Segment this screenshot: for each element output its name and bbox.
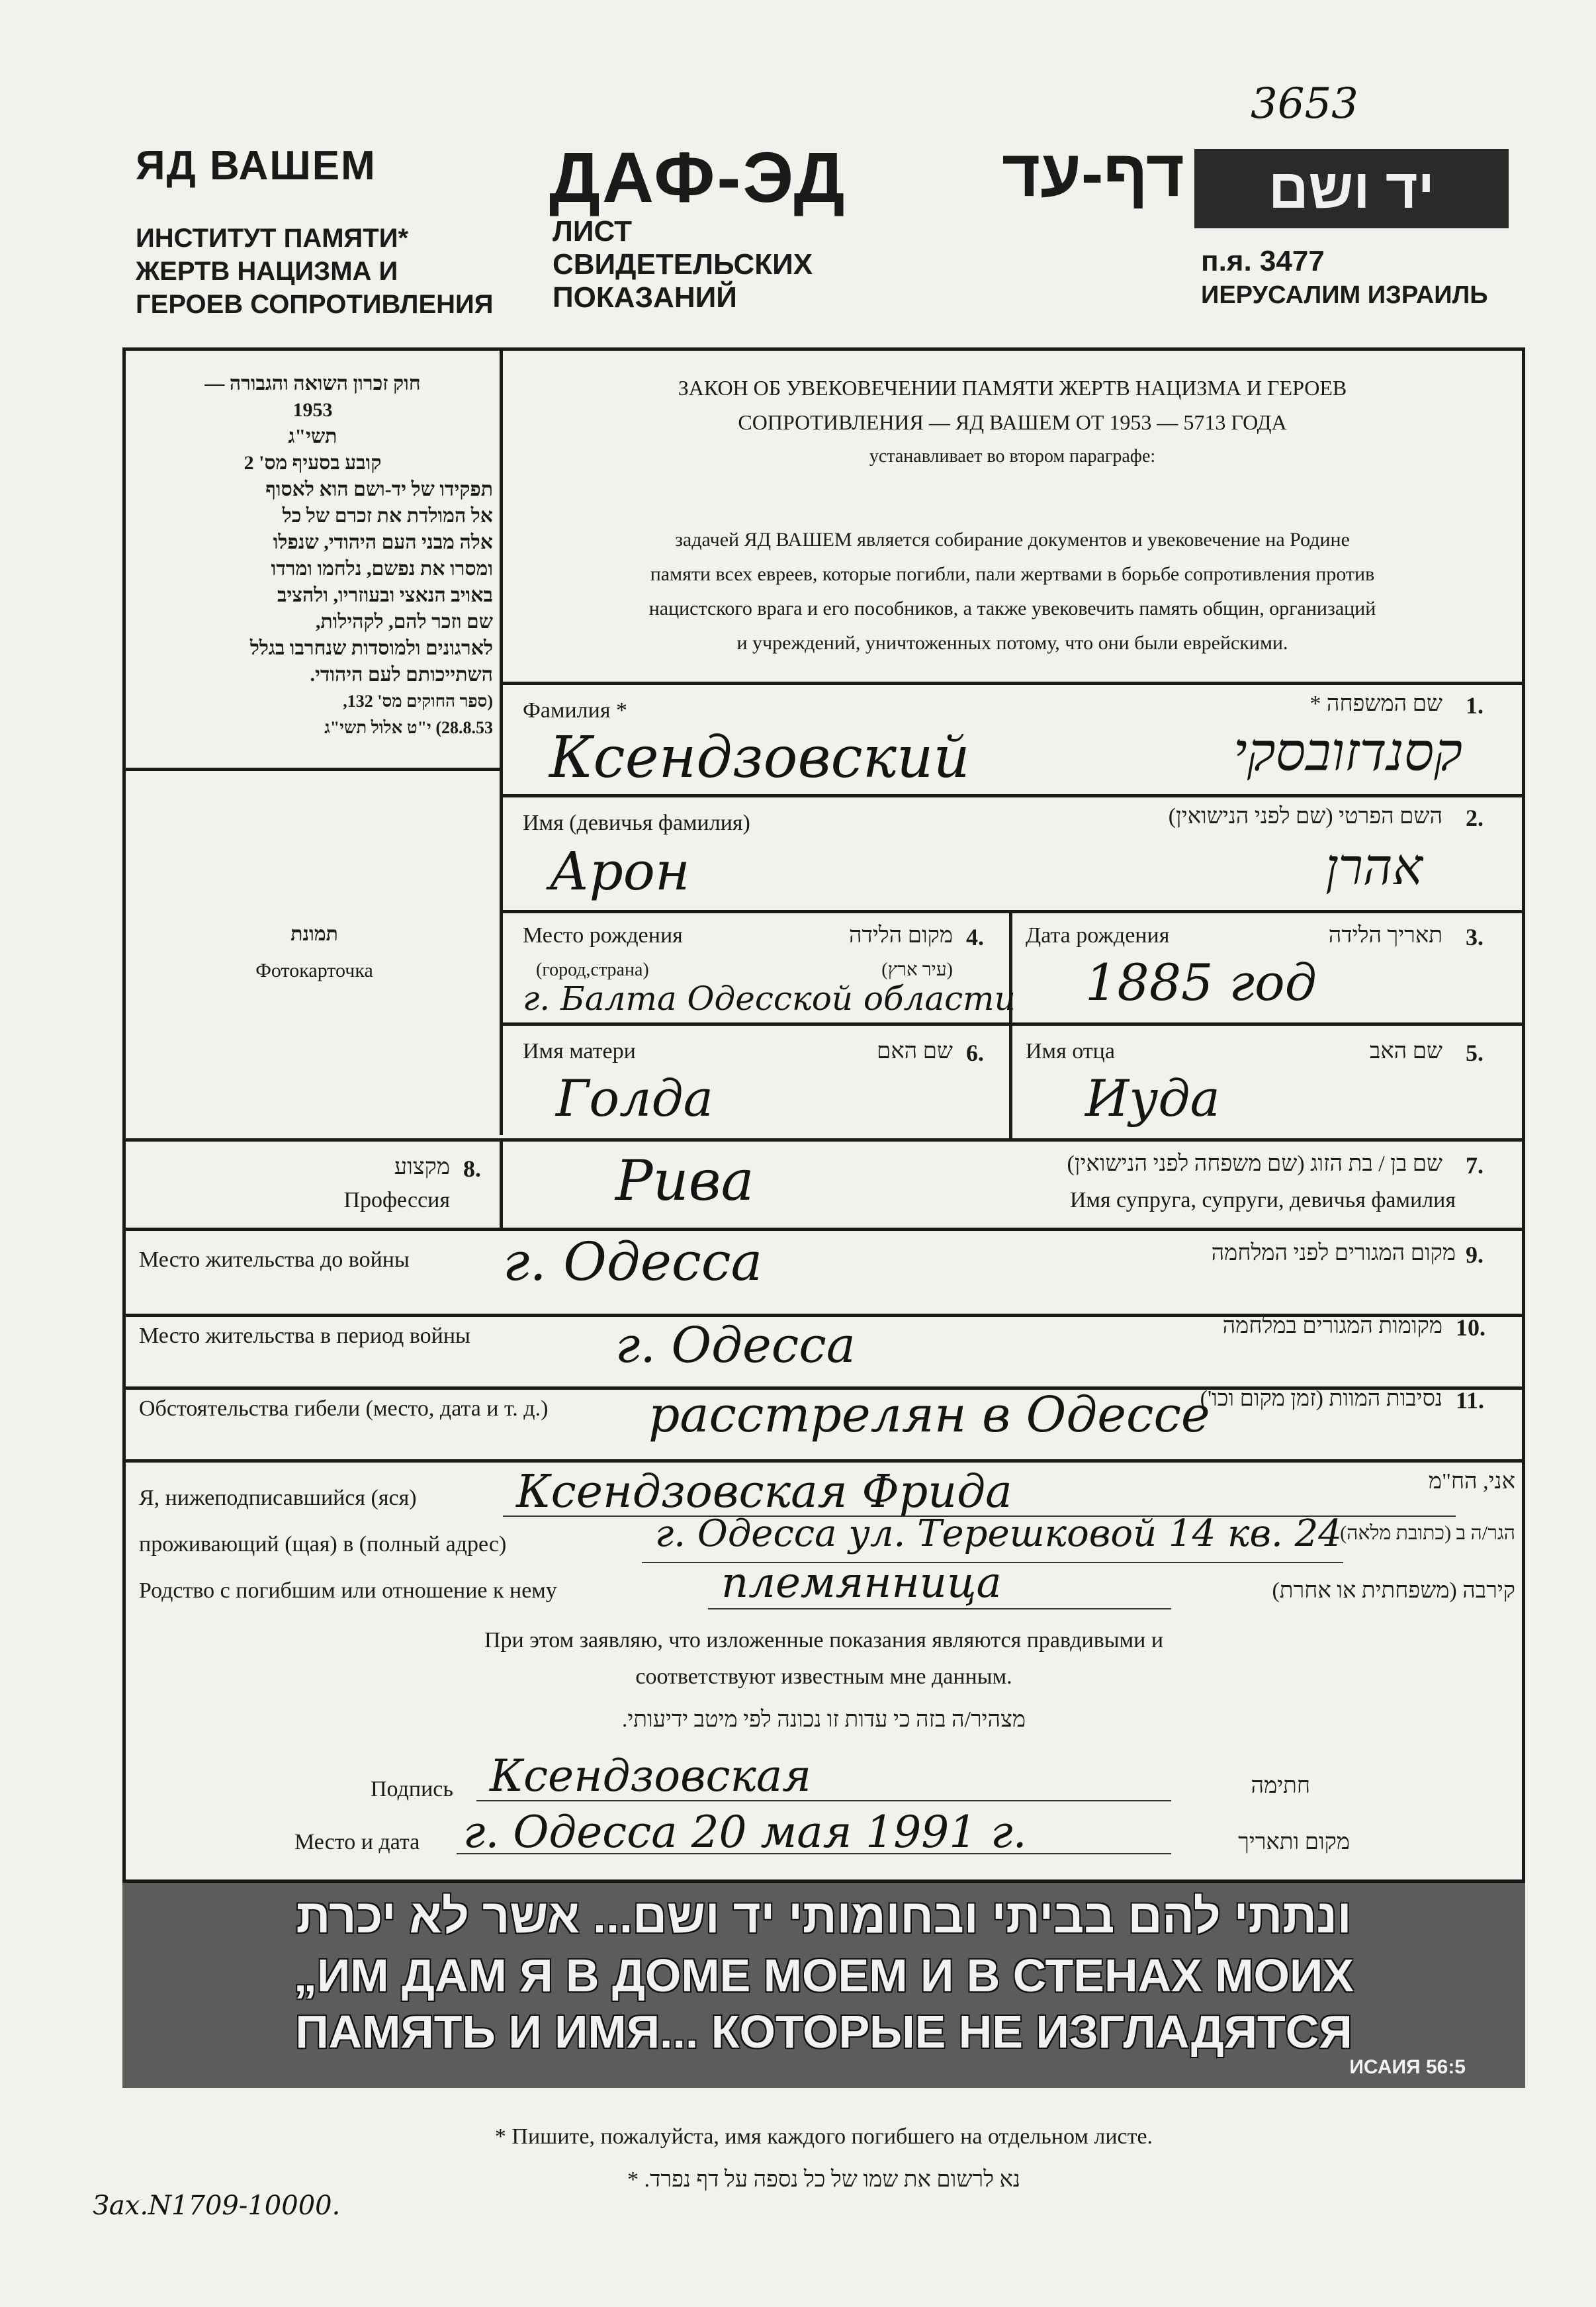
law-intro: устанавливает во втором параграфе: xyxy=(869,446,1156,467)
field-5-label-ru: Имя отца xyxy=(1026,1039,1115,1063)
law-text-ru xyxy=(510,371,1515,474)
rule xyxy=(126,1459,1522,1463)
field-1-value: Ксендзовский xyxy=(549,725,970,791)
field-11-num: 11. xyxy=(1456,1387,1485,1414)
statement-line-2: соответствуют известным мне данным. xyxy=(635,1664,1012,1689)
doc-title: ДАФ-ЭД xyxy=(549,137,847,217)
field-4-label-he: מקום הלידה xyxy=(848,923,953,948)
law-title-line: ЗАКОН ОБ УВЕКОВЕЧЕНИИ ПАМЯТИ ЖЕРТВ НАЦИЗМА И ГЕРОЕВ xyxy=(678,376,1347,400)
signature-underline xyxy=(476,1800,1171,1801)
org-name: ЯД ВАШЕМ xyxy=(136,143,377,189)
field-10-label-he: מקומות המגורים במלחמה xyxy=(1222,1314,1442,1338)
field-11-label-ru: Обстоятельства гибели (место, дата и т. д.) xyxy=(139,1396,549,1421)
field-8-num: 8. xyxy=(463,1155,481,1182)
rule xyxy=(500,1138,503,1228)
declarant-relation-underline xyxy=(708,1608,1171,1609)
doc-subtitle-line: ПОКАЗАНИЙ xyxy=(553,281,737,314)
field-8-label-he: מקצוע xyxy=(394,1155,450,1179)
place-date-label-he: מקום ותאריך xyxy=(1238,1830,1350,1854)
field-1-label-he: שם המשפחה * xyxy=(1309,692,1442,716)
field-5-num: 5. xyxy=(1466,1040,1484,1066)
field-2-label-ru: Имя (девичья фамилия) xyxy=(523,811,750,835)
rule xyxy=(500,1022,1522,1026)
field-8-label-ru: Профессия xyxy=(343,1188,450,1212)
footer-ref: Зах.N1709-10000. xyxy=(93,2191,341,2221)
law-body-line: и учреждений, уничтоженных потому, что они были еврейскими. xyxy=(736,632,1288,654)
field-11-label-he: נסיבות המוות (זמן מקום וכו') xyxy=(1200,1386,1442,1411)
law-body-line: задачей ЯД ВАШЕМ является собирание документов и увековечение на Родине xyxy=(675,529,1350,551)
field-6-label-ru: Имя матери xyxy=(523,1039,636,1063)
city: ИЕРУСАЛИМ ИЗРАИЛЬ xyxy=(1201,281,1488,309)
field-3-label-ru: Дата рождения xyxy=(1026,923,1170,948)
po-box: п.я. 3477 xyxy=(1201,245,1325,277)
footer-note-ru: * Пишите, пожалуйста, имя каждого погибшего на отдельном листе. xyxy=(494,2124,1153,2149)
field-3-label-he: תאריך הלידה xyxy=(1328,923,1442,948)
law-box-line: באויב הנאצי ובעוזריו, ולהציב xyxy=(277,584,493,606)
field-1-num: 1. xyxy=(1466,692,1484,719)
field-1-label-ru: Фамилия * xyxy=(523,698,627,723)
archive-number: 3653 xyxy=(1251,79,1358,128)
yad-vashem-logo: יד ושם xyxy=(1194,149,1509,228)
org-subtitle-line: ИНСТИТУТ ПАМЯТИ* xyxy=(136,224,409,253)
signature-value: Ксендзовская xyxy=(490,1750,811,1801)
field-4-label-ru: Место рождения xyxy=(523,923,683,948)
field-4-num: 4. xyxy=(966,924,984,950)
law-body-line: памяти всех евреев, которые погибли, пали жертвами в борьбе сопротивления против xyxy=(650,563,1375,585)
declarant-address-value: г. Одесса ул. Терешковой 14 кв. 24 xyxy=(655,1512,1342,1555)
law-box-line: ומסרו את נפשם, נלחמו ומרדו xyxy=(271,558,493,580)
field-9-value: г. Одесса xyxy=(503,1231,763,1292)
doc-subtitle-line: СВИДЕТЕЛЬСКИХ xyxy=(553,248,813,281)
field-6-value: Голда xyxy=(556,1069,713,1128)
doc-subtitle xyxy=(553,215,813,314)
law-box-year: 1953 xyxy=(292,399,333,421)
banner-line-ru-1: „ИМ ДАМ Я В ДОМЕ МОЕМ И В СТЕНАХ МОИХ xyxy=(293,1950,1354,2001)
field-3-num: 3. xyxy=(1466,924,1484,950)
law-box-date: 28.8.53) י"ט אלול תשי"ג xyxy=(324,718,493,737)
place-date-value: г. Одесса 20 мая 1991 г. xyxy=(463,1807,1027,1858)
banner-source: ИСАИЯ 56:5 xyxy=(1349,2056,1466,2078)
law-box-line: שם וזכר להם, לקהילות, xyxy=(315,611,493,633)
field-2-value-he: אהרן xyxy=(1325,837,1423,896)
org-subtitle-line: ГЕРОЕВ СОПРОТИВЛЕНИЯ xyxy=(136,290,494,319)
field-6-label-he: שם האם xyxy=(877,1039,953,1063)
field-1-value-he: קסנדזובסקי xyxy=(1233,721,1462,783)
footer-note-he: נא לרשום את שמו של כל נספה על דף נפרד. * xyxy=(627,2167,1020,2192)
field-4-label-he2: (עיר ארץ) xyxy=(881,960,953,980)
rule xyxy=(126,1228,1522,1231)
law-box-year-he: תשי"ג xyxy=(288,426,337,447)
law-box-line: לארגונים ולמוסדות שנחרבו בגלל xyxy=(249,637,493,659)
field-7-num: 7. xyxy=(1466,1152,1484,1179)
law-body-ru xyxy=(510,523,1515,660)
declarant-name-value: Ксендзовская Фрида xyxy=(516,1466,1012,1518)
law-title-line: СОПРОТИВЛЕНИЯ — ЯД ВАШЕМ ОТ 1953 — 5713 ГОДА xyxy=(738,410,1287,434)
statement-he: מצהיר/ה בזה כי עדות זו נכונה לפי מיטב ידיעותי. xyxy=(621,1707,1026,1732)
doc-title-he: דף-עד xyxy=(1001,136,1184,210)
place-date-underline xyxy=(457,1853,1171,1854)
field-7-label-ru: Имя супруга, супруги, девичья фамилия xyxy=(1069,1188,1456,1212)
law-box-line: אל המולדת את זכרם של כל xyxy=(282,505,493,527)
law-box-line: תפקידו של יד-ושם הוא לאסוף xyxy=(265,478,493,500)
declarant-relation-label: Родство с погибшим или отношение к нему xyxy=(139,1578,557,1603)
field-10-num: 10. xyxy=(1456,1314,1485,1341)
field-10-value: г. Одесса xyxy=(615,1317,856,1374)
declarant-relation-label-he: קירבה (משפחתית או אחרת) xyxy=(1272,1578,1515,1603)
rule xyxy=(126,1138,1522,1142)
field-10-label-ru: Место жительства в период войны xyxy=(139,1324,470,1348)
law-box-line: אלה מבני העם היהודי, שנפלו xyxy=(273,531,493,553)
signature-label-he: חתימה xyxy=(1251,1774,1310,1798)
field-6-num: 6. xyxy=(966,1040,984,1066)
law-box-bottom-rule xyxy=(126,768,500,771)
field-7-label-he: שם בן / בת הזוג (שם משפחה לפני הנישואין) xyxy=(1067,1152,1442,1176)
law-body-line: нацистского врага и его пособников, а также увековечить память общин, организаций xyxy=(648,598,1376,619)
law-box-he xyxy=(132,371,493,741)
field-9-num: 9. xyxy=(1466,1242,1484,1268)
law-box-source: (ספר החוקים מס' 132, xyxy=(343,692,493,711)
field-5-label-he: שם האב xyxy=(1369,1039,1442,1063)
photo-label-he: תמונת xyxy=(290,923,338,945)
org-subtitle xyxy=(136,222,494,321)
field-2-value: Арон xyxy=(549,840,690,902)
declarant-relation-value: племянница xyxy=(721,1559,1002,1607)
declarant-name-label: Я, нижеподписавшийся (яся) xyxy=(139,1486,417,1510)
org-subtitle-line: ЖЕРТВ НАЦИЗМА И xyxy=(136,257,398,286)
field-2-label-he: השם הפרטי (שם לפני הנישואין) xyxy=(1168,804,1442,829)
photo-label-ru: Фотокарточка xyxy=(255,960,373,981)
rule xyxy=(500,794,1522,797)
field-9-label-ru: Место жительства до войны xyxy=(139,1247,410,1272)
field-7-value: Рива xyxy=(615,1148,754,1213)
field-4-value: г. Балта Одесской области xyxy=(523,979,1016,1018)
declarant-name-label-he: אני, הח"מ xyxy=(1428,1469,1515,1494)
left-column-divider xyxy=(500,351,503,1135)
field-3-value: 1885 год xyxy=(1085,953,1317,1012)
statement-line-1: При этом заявляю, что изложенные показания являются правдивыми и xyxy=(484,1628,1164,1652)
field-5-value: Иуда xyxy=(1085,1069,1220,1128)
field-11-value: расстрелян в Одессе xyxy=(648,1386,1210,1443)
place-date-label: Место и дата xyxy=(294,1830,420,1854)
doc-subtitle-line: ЛИСТ xyxy=(553,215,633,248)
rule xyxy=(1009,910,1012,1142)
rule xyxy=(500,682,1522,685)
law-box-line: השתייכותם לעם היהודי. xyxy=(310,664,493,686)
declarant-address-label: проживающий (щая) в (полный адрес) xyxy=(139,1532,507,1557)
law-box-title: חוק זכרון השואה והגבורה — xyxy=(204,373,421,394)
banner-line-he: ונתתי להם בביתי ובחומותי יד ושם... אשר לא יכרת xyxy=(296,1890,1352,1943)
law-box-clause: קובע בסעיף מס' 2 xyxy=(244,452,382,474)
declarant-address-label-he: הגר/ה ב (כתובת מלאה) xyxy=(1340,1522,1515,1544)
field-9-label-he: מקום המגורים לפני המלחמה xyxy=(1211,1241,1456,1265)
field-2-num: 2. xyxy=(1466,805,1484,831)
isaiah-banner xyxy=(122,1883,1525,2088)
banner-line-ru-2: ПАМЯТЬ И ИМЯ... КОТОРЫЕ НЕ ИЗГЛАДЯТСЯ xyxy=(295,2006,1352,2058)
field-4-label-ru2: (город,страна) xyxy=(536,960,649,980)
signature-label: Подпись xyxy=(371,1777,453,1801)
